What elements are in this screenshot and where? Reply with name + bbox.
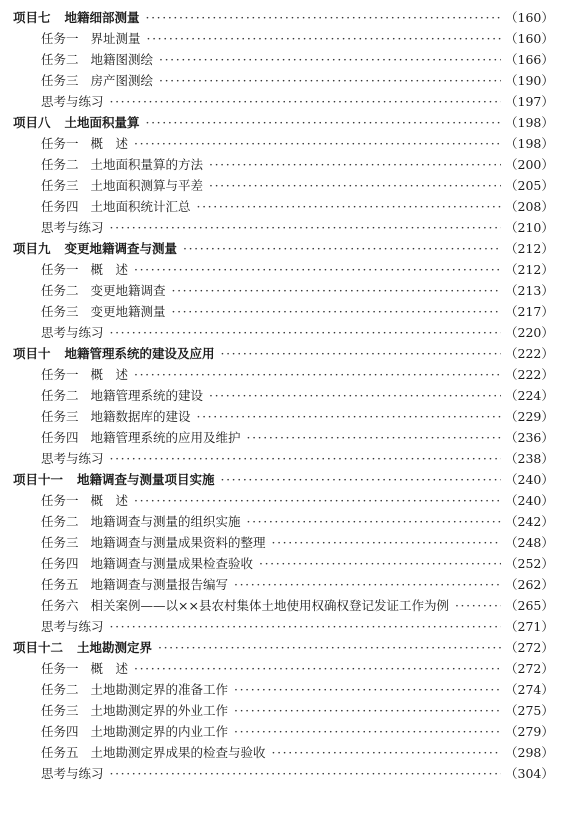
toc-task-row[interactable] <box>0 154 565 175</box>
toc-chapter-row[interactable] <box>0 112 565 133</box>
toc-entry-number: 任务四 <box>41 724 79 739</box>
toc-entry-label <box>41 574 228 595</box>
toc-page-number: （198） <box>505 136 554 151</box>
toc-task-row[interactable] <box>0 259 565 280</box>
toc-task-row[interactable] <box>0 511 565 532</box>
toc-entry-label <box>41 553 253 574</box>
toc-entry-title: 土地面积统计汇总 <box>90 199 191 214</box>
toc-entry-title: 地籍管理系统的建设及应用 <box>64 346 215 361</box>
toc-entry-label <box>41 679 228 700</box>
toc-task-row[interactable] <box>0 49 565 70</box>
toc-page-number: （265） <box>505 598 554 613</box>
toc-task-row[interactable] <box>0 700 565 721</box>
toc-entry-label <box>41 301 166 322</box>
toc-entry-number: 项目十二 <box>13 640 64 655</box>
toc-entry-label <box>41 217 104 238</box>
toc-task-row[interactable] <box>0 385 565 406</box>
toc-entry-label <box>41 763 104 784</box>
toc-entry-label <box>41 280 166 301</box>
toc-entry-number: 项目九 <box>13 241 51 256</box>
toc-page-number: （160） <box>505 31 554 46</box>
toc-page-number: （274） <box>505 682 554 697</box>
toc-page-number: （236） <box>505 430 554 445</box>
toc-page-number: （240） <box>505 472 554 487</box>
toc-entry-label <box>41 595 449 616</box>
toc-entry-number: 任务三 <box>41 304 79 319</box>
toc-entry-label <box>13 112 140 133</box>
toc-entry-label <box>41 658 128 679</box>
dot-leader <box>183 238 501 259</box>
toc-entry-label <box>13 238 177 259</box>
toc-entry-title: 思考与练习 <box>41 619 104 634</box>
toc-task-row[interactable] <box>0 196 565 217</box>
toc-review-row[interactable] <box>0 91 565 112</box>
toc-entry-number: 任务一 <box>41 262 79 277</box>
toc-entry-number: 任务一 <box>41 661 79 676</box>
toc-entry-label <box>41 175 203 196</box>
dot-leader <box>221 469 501 490</box>
dot-leader <box>134 490 501 511</box>
toc-entry-title: 变更地籍测量 <box>90 304 166 319</box>
toc-entry-number: 任务六 <box>41 598 79 613</box>
dot-leader <box>209 385 501 406</box>
toc-entry-title: 地籍调查与测量报告编写 <box>90 577 229 592</box>
dot-leader <box>110 448 501 469</box>
toc-entry-label <box>41 133 128 154</box>
toc-page-number: （198） <box>505 115 554 130</box>
toc-entry-number: 任务五 <box>41 577 79 592</box>
table-of-contents <box>0 7 565 784</box>
dot-leader <box>234 700 501 721</box>
toc-entry-label <box>41 742 266 763</box>
dot-leader <box>146 112 501 133</box>
toc-entry-title: 思考与练习 <box>41 325 104 340</box>
dot-leader <box>234 574 501 595</box>
toc-page-number: （240） <box>505 493 554 508</box>
toc-task-row[interactable] <box>0 742 565 763</box>
toc-chapter-row[interactable] <box>0 469 565 490</box>
toc-entry-title: 变更地籍调查与测量 <box>64 241 178 256</box>
toc-entry-number: 任务一 <box>41 493 79 508</box>
toc-entry-title: 概 述 <box>90 367 129 382</box>
toc-entry-title: 相关案例——以××县农村集体土地使用权确权登记发证工作为例 <box>90 598 449 613</box>
toc-entry-number: 任务一 <box>41 136 79 151</box>
toc-chapter-row[interactable] <box>0 238 565 259</box>
toc-entry-number: 项目十 <box>13 346 51 361</box>
dot-leader <box>209 154 501 175</box>
toc-entry-number: 项目七 <box>13 10 51 25</box>
toc-entry-title: 思考与练习 <box>41 766 104 781</box>
dot-leader <box>110 322 501 343</box>
toc-page-number: （200） <box>505 157 554 172</box>
toc-entry-number: 任务三 <box>41 535 79 550</box>
toc-entry-title: 土地勘测定界的准备工作 <box>90 682 229 697</box>
toc-entry-label <box>41 322 104 343</box>
toc-page-number: （298） <box>505 745 554 760</box>
toc-task-row[interactable] <box>0 490 565 511</box>
toc-entry-title: 土地勘测定界成果的检查与验收 <box>90 745 266 760</box>
toc-entry-title: 房产图测绘 <box>90 73 154 88</box>
toc-entry-title: 界址测量 <box>90 31 141 46</box>
dot-leader <box>172 301 501 322</box>
toc-page-number: （222） <box>505 367 554 382</box>
toc-entry-label <box>13 637 152 658</box>
dot-leader <box>272 742 501 763</box>
toc-entry-label <box>41 385 203 406</box>
toc-entry-label <box>41 448 104 469</box>
toc-page-number: （272） <box>505 661 554 676</box>
toc-review-row[interactable] <box>0 616 565 637</box>
toc-entry-number: 项目八 <box>13 115 51 130</box>
toc-entry-number: 任务四 <box>41 199 79 214</box>
toc-entry-label <box>41 700 228 721</box>
toc-page-number: （272） <box>505 640 554 655</box>
toc-entry-title: 地籍调查与测量成果检查验收 <box>90 556 254 571</box>
toc-review-row[interactable] <box>0 322 565 343</box>
toc-entry-title: 概 述 <box>90 661 129 676</box>
toc-entry-label <box>13 343 215 364</box>
toc-entry-title: 概 述 <box>90 262 129 277</box>
toc-page-number: （238） <box>505 451 554 466</box>
toc-entry-title: 思考与练习 <box>41 451 104 466</box>
toc-task-row[interactable] <box>0 28 565 49</box>
dot-leader <box>134 658 501 679</box>
dot-leader <box>272 532 501 553</box>
dot-leader <box>259 553 501 574</box>
toc-page-number: （197） <box>505 94 554 109</box>
dot-leader <box>110 91 501 112</box>
dot-leader <box>234 721 501 742</box>
toc-entry-label <box>41 406 191 427</box>
toc-page-number: （217） <box>505 304 554 319</box>
toc-entry-title: 概 述 <box>90 493 129 508</box>
toc-entry-title: 土地勘测定界 <box>77 640 153 655</box>
toc-task-row[interactable] <box>0 70 565 91</box>
toc-task-row[interactable] <box>0 427 565 448</box>
toc-entry-label <box>13 469 215 490</box>
toc-page-number: （213） <box>505 283 554 298</box>
toc-page-number: （212） <box>505 241 554 256</box>
toc-entry-label <box>41 364 128 385</box>
toc-entry-label <box>41 259 128 280</box>
toc-task-row[interactable] <box>0 574 565 595</box>
toc-entry-label <box>41 490 128 511</box>
toc-page-number: （304） <box>505 766 554 781</box>
toc-entry-number: 任务二 <box>41 514 79 529</box>
toc-page-number: （208） <box>505 199 554 214</box>
toc-entry-label <box>41 154 203 175</box>
toc-entry-number: 任务三 <box>41 178 79 193</box>
toc-entry-title: 地籍管理系统的应用及维护 <box>90 430 241 445</box>
toc-chapter-row[interactable] <box>0 7 565 28</box>
toc-review-row[interactable] <box>0 217 565 238</box>
toc-entry-title: 地籍调查与测量成果资料的整理 <box>90 535 266 550</box>
toc-page-number: （220） <box>505 325 554 340</box>
dot-leader <box>158 637 501 658</box>
toc-page-number: （160） <box>505 10 554 25</box>
dot-leader <box>134 364 501 385</box>
toc-page-number: （222） <box>505 346 554 361</box>
toc-entry-title: 地籍调查与测量项目实施 <box>77 472 215 487</box>
toc-entry-label <box>41 91 104 112</box>
toc-chapter-row[interactable] <box>0 637 565 658</box>
toc-page-number: （279） <box>505 724 554 739</box>
dot-leader <box>247 427 501 448</box>
dot-leader <box>209 175 501 196</box>
toc-entry-title: 土地面积量算的方法 <box>90 157 204 172</box>
dot-leader <box>455 595 501 616</box>
toc-entry-title: 地籍管理系统的建设 <box>90 388 204 403</box>
toc-entry-title: 概 述 <box>90 136 129 151</box>
toc-entry-number: 任务二 <box>41 157 79 172</box>
dot-leader <box>159 49 501 70</box>
toc-page-number: （205） <box>505 178 554 193</box>
dot-leader <box>221 343 501 364</box>
toc-entry-title: 土地勘测定界的内业工作 <box>90 724 229 739</box>
toc-task-row[interactable] <box>0 175 565 196</box>
toc-task-row[interactable] <box>0 364 565 385</box>
dot-leader <box>159 70 501 91</box>
toc-task-row[interactable] <box>0 280 565 301</box>
dot-leader <box>197 196 501 217</box>
toc-task-row[interactable] <box>0 406 565 427</box>
toc-review-row[interactable] <box>0 763 565 784</box>
toc-page-number: （229） <box>505 409 554 424</box>
toc-page-number: （210） <box>505 220 554 235</box>
toc-entry-title: 变更地籍调查 <box>90 283 166 298</box>
toc-entry-number: 任务一 <box>41 367 79 382</box>
toc-entry-title: 地籍调查与测量的组织实施 <box>90 514 241 529</box>
toc-entry-label <box>41 616 104 637</box>
toc-page-number: （271） <box>505 619 554 634</box>
toc-entry-number: 任务三 <box>41 703 79 718</box>
toc-page-number: （248） <box>505 535 554 550</box>
toc-entry-number: 任务三 <box>41 73 79 88</box>
toc-entry-number: 任务二 <box>41 52 79 67</box>
dot-leader <box>110 763 501 784</box>
toc-task-row[interactable] <box>0 679 565 700</box>
toc-task-row[interactable] <box>0 301 565 322</box>
toc-entry-title: 地籍数据库的建设 <box>90 409 191 424</box>
toc-review-row[interactable] <box>0 448 565 469</box>
toc-entry-number: 任务二 <box>41 388 79 403</box>
toc-entry-label <box>13 7 140 28</box>
toc-task-row[interactable] <box>0 595 565 616</box>
toc-entry-number: 项目十一 <box>13 472 64 487</box>
toc-page-number: （275） <box>505 703 554 718</box>
toc-task-row[interactable] <box>0 133 565 154</box>
toc-page-number: （166） <box>505 52 554 67</box>
toc-entry-number: 任务四 <box>41 556 79 571</box>
toc-task-row[interactable] <box>0 532 565 553</box>
toc-entry-label <box>41 427 241 448</box>
dot-leader <box>146 7 501 28</box>
dot-leader <box>197 406 501 427</box>
toc-chapter-row[interactable] <box>0 343 565 364</box>
dot-leader <box>110 217 501 238</box>
toc-entry-label <box>41 511 241 532</box>
toc-entry-title: 土地面积测算与平差 <box>90 178 204 193</box>
toc-entry-number: 任务一 <box>41 31 79 46</box>
toc-entry-label <box>41 49 153 70</box>
toc-entry-label <box>41 28 141 49</box>
dot-leader <box>172 280 501 301</box>
toc-entry-number: 任务二 <box>41 682 79 697</box>
dot-leader <box>247 511 501 532</box>
dot-leader <box>147 28 501 49</box>
toc-entry-title: 思考与练习 <box>41 94 104 109</box>
dot-leader <box>110 616 501 637</box>
dot-leader <box>234 679 501 700</box>
toc-page-number: （212） <box>505 262 554 277</box>
toc-entry-title: 土地面积量算 <box>64 115 140 130</box>
toc-entry-number: 任务四 <box>41 430 79 445</box>
toc-entry-title: 地籍图测绘 <box>90 52 154 67</box>
toc-entry-title: 土地勘测定界的外业工作 <box>90 703 229 718</box>
toc-entry-number: 任务五 <box>41 745 79 760</box>
toc-task-row[interactable] <box>0 553 565 574</box>
toc-page-number: （242） <box>505 514 554 529</box>
toc-entry-label <box>41 70 153 91</box>
toc-entry-label <box>41 196 191 217</box>
toc-entry-number: 任务三 <box>41 409 79 424</box>
toc-page-number: （224） <box>505 388 554 403</box>
toc-entry-number: 任务二 <box>41 283 79 298</box>
dot-leader <box>134 259 501 280</box>
toc-task-row[interactable] <box>0 721 565 742</box>
toc-task-row[interactable] <box>0 658 565 679</box>
toc-entry-title: 地籍细部测量 <box>64 10 140 25</box>
toc-entry-title: 思考与练习 <box>41 220 104 235</box>
toc-page-number: （252） <box>505 556 554 571</box>
dot-leader <box>134 133 501 154</box>
toc-entry-label <box>41 721 228 742</box>
toc-entry-label <box>41 532 266 553</box>
toc-page-number: （262） <box>505 577 554 592</box>
toc-page-number: （190） <box>505 73 554 88</box>
